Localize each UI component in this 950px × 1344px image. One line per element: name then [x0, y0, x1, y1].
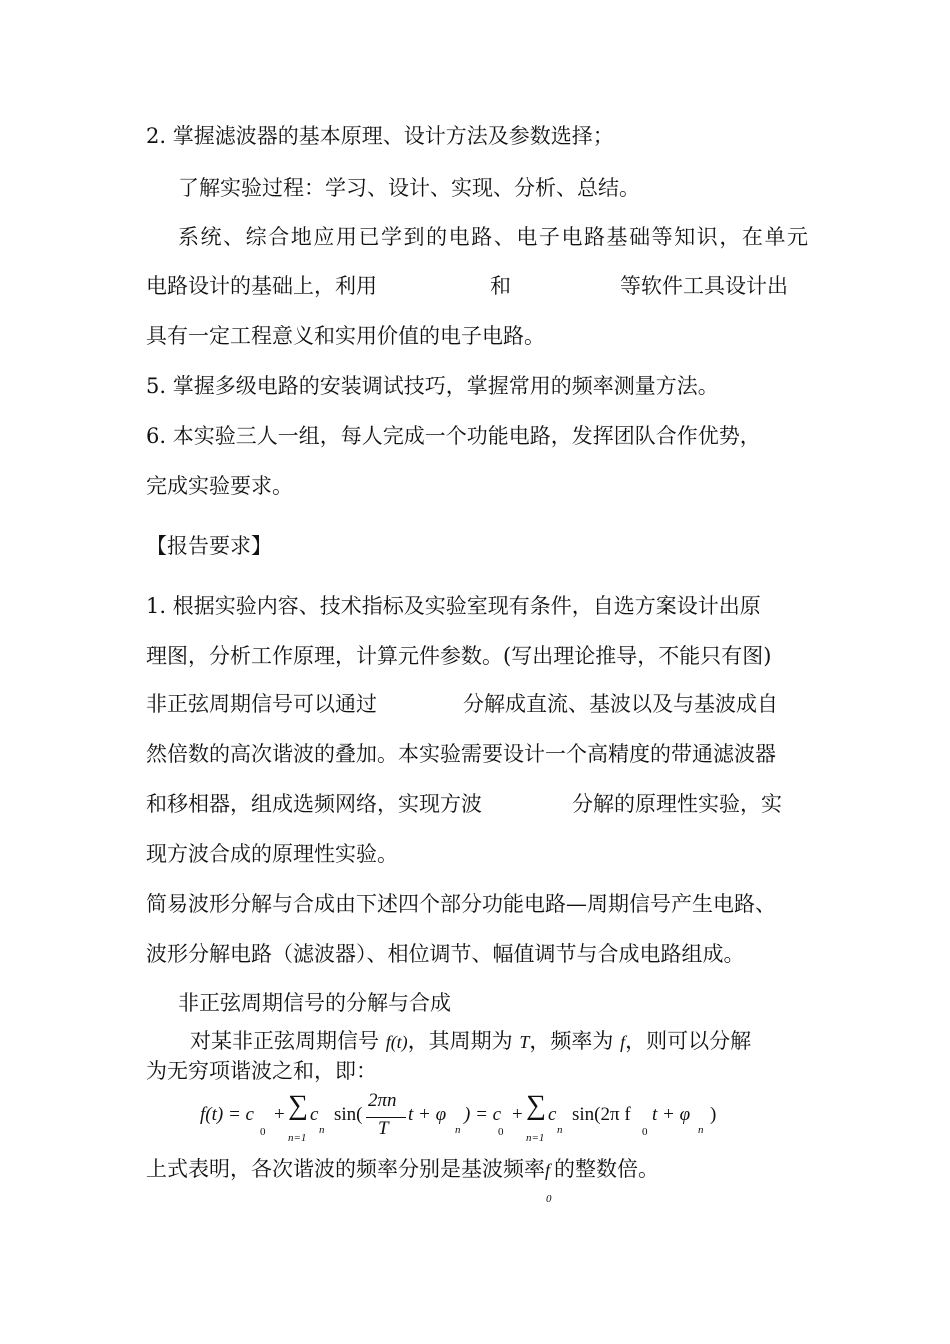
- subheading-decomposition: 非正弦周期信号的分解与合成: [178, 991, 451, 1015]
- eq-t-phi: t + φ: [408, 1104, 447, 1125]
- eq-sum-2: ∑: [526, 1090, 546, 1121]
- report-item-1-cont: 理图，分析工作原理，计算元件参数。(写出理论推导，不能只有图): [146, 644, 772, 668]
- text-segment: 等软件工具设计出: [620, 274, 788, 298]
- eq-f0-sub: 0: [642, 1126, 648, 1138]
- paragraph-fourier-3: [146, 789, 808, 819]
- list-item-6: 6. 本实验三人一组，每人完成一个功能电路，发挥团队合作优势，: [146, 424, 761, 448]
- eq-sin-2: sin(2π f: [572, 1104, 631, 1125]
- var-f0-sub: 0: [546, 1193, 552, 1205]
- eq-cn-2: c: [548, 1104, 557, 1125]
- eq-equals-c: ) = c: [464, 1104, 502, 1125]
- paragraph-signal-1: [190, 1026, 852, 1057]
- eq-lhs: f(t) = c: [200, 1104, 254, 1125]
- text-segment: 和: [490, 274, 511, 298]
- text-segment: 的整数倍。: [554, 1157, 660, 1181]
- eq-sin: sin(: [334, 1104, 363, 1125]
- list-item-6-cont: 完成实验要求。: [146, 474, 293, 498]
- var-frequency: f: [620, 1032, 626, 1052]
- eq-c0-sub: 0: [260, 1126, 266, 1138]
- eq-phi-sub: n: [455, 1124, 461, 1136]
- eq-t-phi-2: t + φ: [652, 1104, 691, 1125]
- paragraph-system-1: 系统、综合地应用已学到的电路、电子电路基础等知识，在单元: [178, 225, 808, 249]
- section-heading-report: 【报告要求】: [146, 534, 272, 558]
- text-segment: ，其周期为: [407, 1029, 513, 1053]
- var-f0-letter: f: [545, 1160, 551, 1180]
- eq-close: ): [710, 1104, 717, 1125]
- paragraph-system-3: 具有一定工程意义和实用价值的电子电路。: [146, 324, 545, 348]
- paragraph-fourier-4: 现方波合成的原理性实验。: [146, 842, 398, 866]
- eq-phi-sub-2: n: [698, 1124, 704, 1136]
- report-item-1: 1. 根据实验内容、技术指标及实验室现有条件，自选方案设计出原: [146, 594, 761, 618]
- paragraph-circuits-1: 简易波形分解与合成由下述四个部分功能电路—周期信号产生电路、: [146, 892, 776, 916]
- text-segment: ，频率为: [529, 1029, 614, 1053]
- text-segment: 和移相器，组成选频网络，实现方波: [146, 792, 482, 816]
- text-segment: 电路设计的基础上，利用: [146, 274, 377, 298]
- text-segment: 分解成直流、基波以及与基波成自: [463, 692, 778, 716]
- eq-frac-num: 2πn: [368, 1090, 397, 1111]
- eq-c0-sub-2: 0: [498, 1126, 504, 1138]
- paragraph-conclusion: [146, 1154, 808, 1205]
- eq-frac-den: T: [378, 1118, 389, 1139]
- eq-sum-lower-2: n=1: [526, 1132, 545, 1144]
- text-segment: 分解的原理性实验，实: [572, 792, 782, 816]
- paragraph-system-2: [146, 271, 808, 301]
- eq-cn: c: [310, 1104, 319, 1125]
- paragraph-fourier-2: 然倍数的高次谐波的叠加。本实验需要设计一个高精度的带通滤波器: [146, 742, 776, 766]
- paragraph-fourier-1: [146, 689, 808, 719]
- text-segment: 对某非正弦周期信号: [190, 1029, 379, 1053]
- fourier-equation: [200, 1092, 760, 1146]
- paragraph-circuits-2: 波形分解电路（滤波器）、相位调节、幅值调节与合成电路组成。: [146, 942, 745, 966]
- eq-cn-sub: n: [319, 1124, 325, 1136]
- text-segment: 非正弦周期信号可以通过: [146, 692, 377, 716]
- var-f0: [545, 1160, 552, 1205]
- var-period: T: [519, 1032, 530, 1052]
- paragraph-signal-2: 为无穷项谐波之和，即：: [146, 1059, 377, 1083]
- eq-plus: +: [274, 1104, 285, 1125]
- list-item-2: 2. 掌握滤波器的基本原理、设计方法及参数选择；: [146, 124, 614, 148]
- list-item-5: 5. 掌握多级电路的安装调试技巧，掌握常用的频率测量方法。: [146, 374, 719, 398]
- eq-sum: ∑: [288, 1090, 308, 1121]
- text-segment: 上式表明，各次谐波的频率分别是基波频率: [146, 1157, 545, 1181]
- eq-sum-lower: n=1: [288, 1132, 307, 1144]
- var-f-of-t: f(t): [385, 1032, 408, 1052]
- eq-plus-2: +: [512, 1104, 523, 1125]
- paragraph-process: 了解实验过程：学习、设计、实现、分析、总结。: [178, 176, 640, 200]
- text-segment: ，则可以分解: [625, 1029, 752, 1053]
- eq-cn-sub-2: n: [557, 1124, 563, 1136]
